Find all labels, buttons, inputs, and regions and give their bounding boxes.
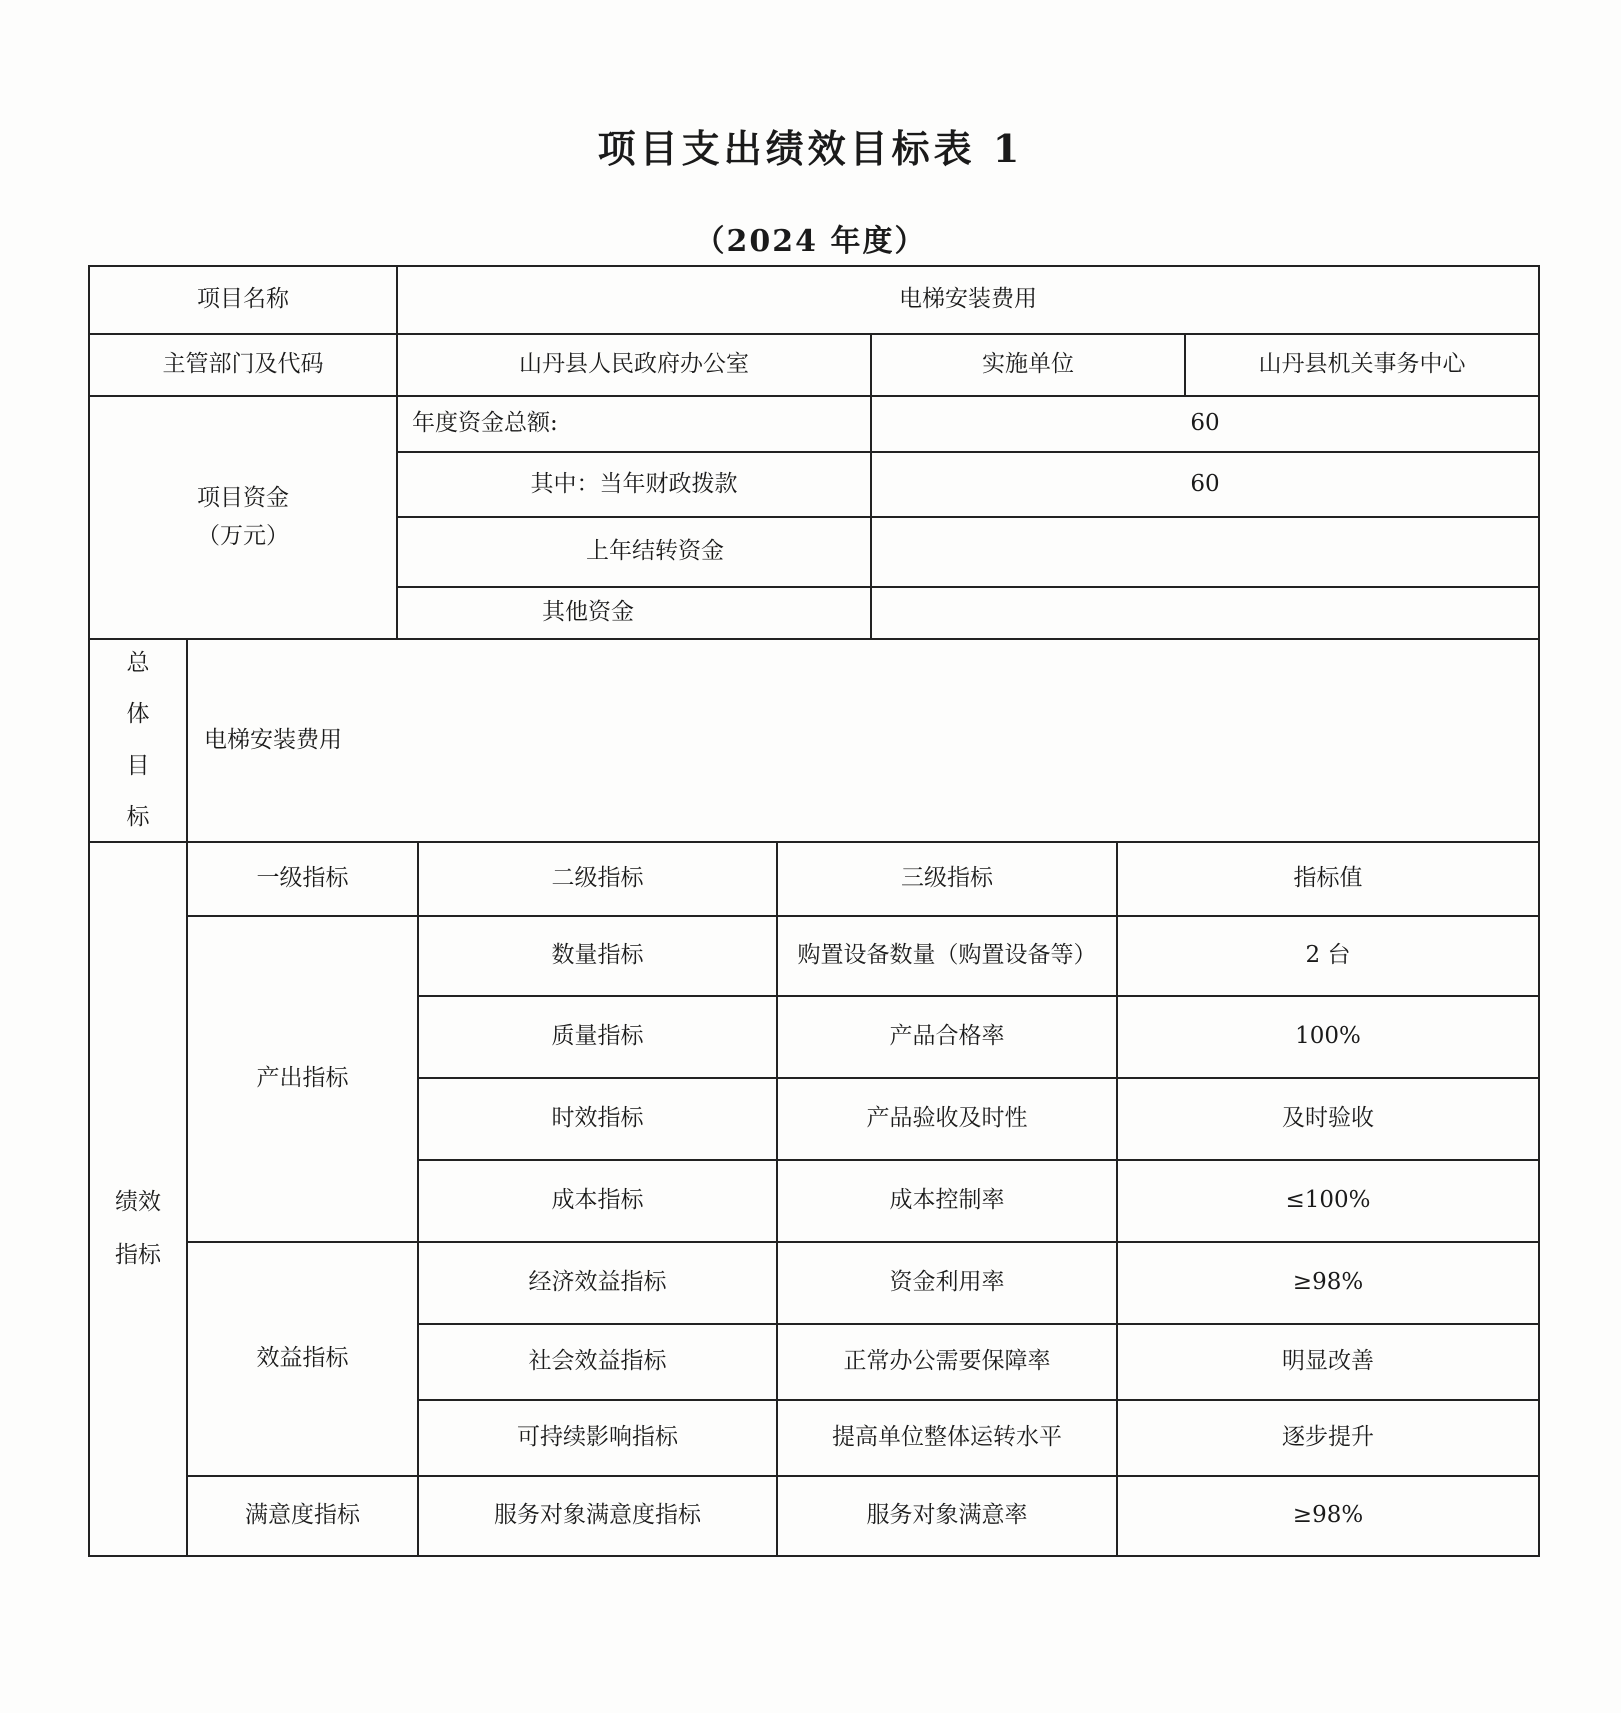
funds-current-label: 其中：当年财政拨款 <box>530 470 738 497</box>
goal-char: 目 <box>126 752 150 779</box>
impl-unit-value: 山丹县机关事务中心 <box>1258 351 1466 378</box>
table-row-level3: 成本控制率 <box>889 1187 1005 1214</box>
funds-carryover-value <box>872 518 1538 586</box>
table-row-level2: 服务对象满意度指标 <box>494 1502 701 1529</box>
goal-char: 总 <box>126 650 150 677</box>
table-row-level3: 服务对象满意率 <box>866 1502 1028 1529</box>
rule <box>88 1555 1540 1557</box>
table-row-level3: 购置设备数量（购置设备等） <box>797 942 1097 969</box>
group-benefit: 效益指标 <box>256 1345 349 1372</box>
table-row-level3: 资金利用率 <box>889 1269 1005 1296</box>
table-row-level2: 质量指标 <box>551 1023 644 1050</box>
header-value: 指标值 <box>1293 865 1363 892</box>
funds-label <box>90 397 396 638</box>
table-row-value: ≤100% <box>1285 1187 1371 1214</box>
performance-label-line2: 指标 <box>115 1242 161 1268</box>
rule <box>1538 265 1540 1557</box>
dept-label: 主管部门及代码 <box>162 351 324 378</box>
document-title: 项目支出绩效目标表 1 <box>597 126 1024 171</box>
table-row-value: 2 台 <box>1305 942 1351 969</box>
overall-goal-text: 电梯安装费用 <box>204 726 342 753</box>
table-row-level2: 社会效益指标 <box>528 1348 667 1375</box>
funds-current-value: 60 <box>1190 470 1220 497</box>
table-row-value: ≥98% <box>1292 1502 1364 1529</box>
funds-other-label: 其他资金 <box>542 599 634 626</box>
table-row-level3: 正常办公需要保障率 <box>843 1348 1051 1375</box>
table-row-value: 明显改善 <box>1282 1348 1374 1375</box>
table-row-value: 100% <box>1295 1023 1361 1050</box>
impl-unit-label: 实施单位 <box>982 351 1074 378</box>
dept-value: 山丹县人民政府办公室 <box>519 351 749 378</box>
funds-other-value <box>872 588 1538 638</box>
table-row-level3: 产品验收及时性 <box>866 1105 1028 1132</box>
funds-carryover-label: 上年结转资金 <box>586 538 724 565</box>
goal-char: 标 <box>126 803 150 830</box>
funds-label-line1: 项目资金 <box>197 485 289 512</box>
table-row-value: ≥98% <box>1292 1269 1364 1296</box>
funds-total-label: 年度资金总额: <box>412 410 558 437</box>
goal-char: 体 <box>126 701 150 728</box>
table-row-level2: 成本指标 <box>551 1187 644 1214</box>
project-name-value: 电梯安装费用 <box>899 286 1037 313</box>
header-level3: 三级指标 <box>901 865 993 892</box>
table-row-level2: 经济效益指标 <box>528 1269 667 1296</box>
funds-label-line2: （万元） <box>197 522 289 549</box>
table-row-level2: 可持续影响指标 <box>517 1424 678 1451</box>
table-row-level3: 产品合格率 <box>889 1023 1005 1050</box>
table-row-level2: 时效指标 <box>551 1105 644 1132</box>
funds-total-value: 60 <box>1190 410 1220 437</box>
performance-label <box>90 843 186 1555</box>
project-name-label: 项目名称 <box>197 286 289 313</box>
table-row-level3: 提高单位整体运转水平 <box>832 1424 1062 1451</box>
header-level1: 一级指标 <box>256 865 349 892</box>
group-satisfaction: 满意度指标 <box>245 1502 360 1529</box>
header-level2: 二级指标 <box>551 865 644 892</box>
overall-goal-label <box>90 640 186 841</box>
document-year: （2024 年度） <box>694 224 927 259</box>
table-row-level2: 数量指标 <box>551 942 644 969</box>
table-row-value: 及时验收 <box>1282 1105 1374 1132</box>
performance-label-line1: 绩效 <box>115 1188 161 1215</box>
group-output: 产出指标 <box>256 1065 349 1092</box>
table-row-value: 逐步提升 <box>1282 1424 1374 1451</box>
